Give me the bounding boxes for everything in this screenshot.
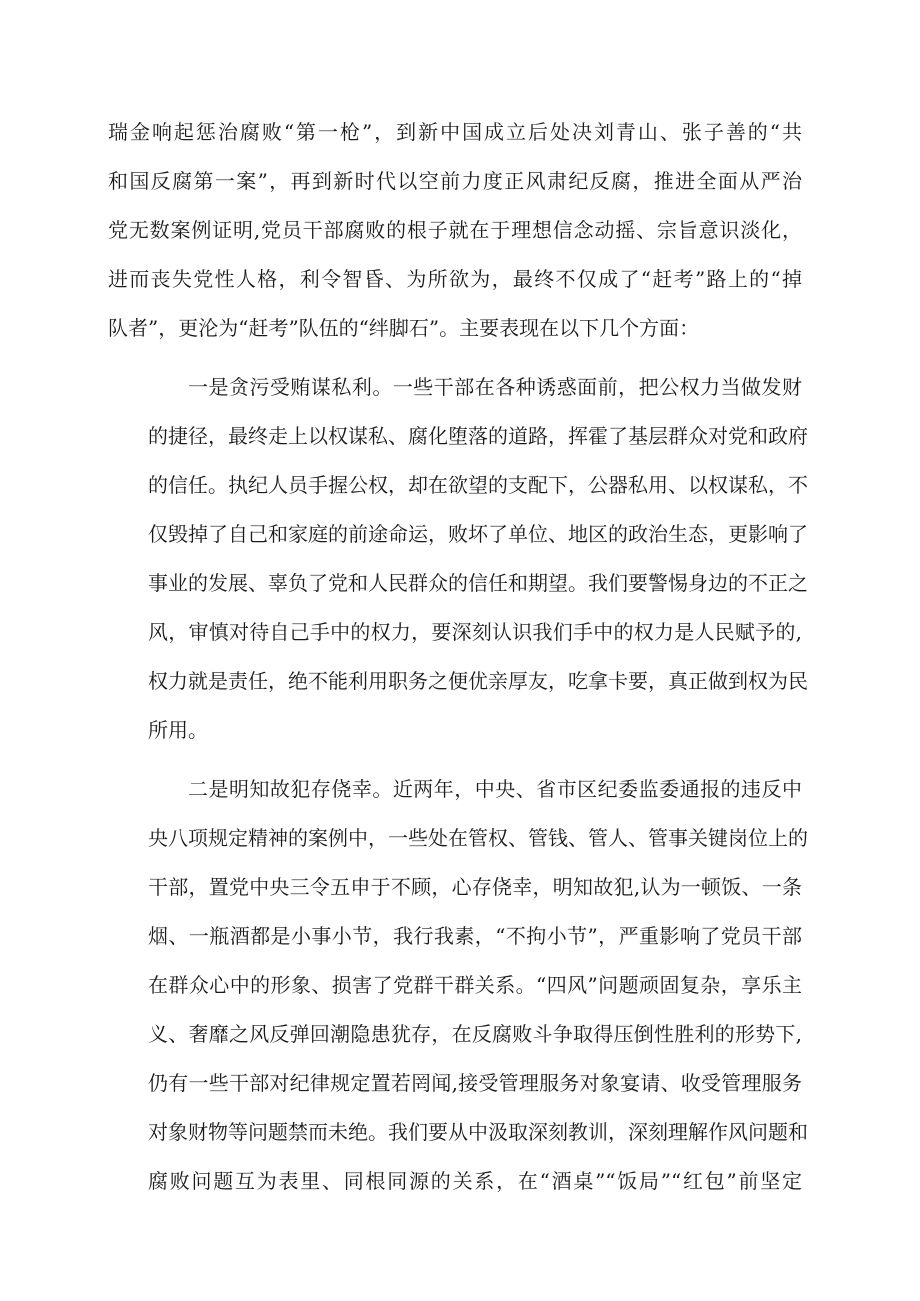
text-line: 仍有一些干部对纪律规定置若罔闻,接受管理服务对象宴请、收受管理服务 [148,1071,802,1095]
text-line: 风，审慎对待自己手中的权力，要深刻认识我们手中的权力是人民赋予的, [148,620,802,644]
text-line: 二是明知故犯存侥幸。近两年，中央、省市区纪委监委通报的违反中 [188,777,802,801]
paragraph-1 [108,108,802,353]
text-line: 瑞金响起惩治腐败“第一枪”，到新中国成立后处决刘青山、张子善的“共 [108,120,802,144]
text-line: 央八项规定精神的案例中，一些处在管权、管钱、管人、管事关键岗位上的 [148,826,808,850]
text-line: 烟、一瓶酒都是小事小节，我行我素，“不拘小节”，严重影响了党员干部 [148,924,802,948]
text-line: 进而丧失党性人格，利令智昏、为所欲为，最终不仅成了“赶考”路上的“掉 [108,267,802,291]
text-line: 所用。 [148,718,208,742]
document-body [108,108,808,1206]
text-line: 事业的发展、辜负了党和人民群众的信任和期望。我们要警惕身边的不正之 [148,571,808,595]
text-line: 队者”，更沦为“赶考”队伍的“绊脚石”。主要表现在以下几个方面： [108,316,700,340]
text-line: 义、奢靡之风反弹回潮隐患犹存，在反腐败斗争取得压倒性胜利的形势下, [148,1022,802,1046]
text-line: 腐败问题互为表里、同根同源的关系，在“酒桌”“饭局”“红包”前坚定 [148,1169,802,1193]
paragraph-3 [108,765,808,1206]
text-line: 一是贪污受贿谋私利。一些干部在各种诱惑面前，把公权力当做发财 [188,375,802,399]
paragraph-2 [108,363,808,755]
text-line: 的信任。执纪人员手握公权，却在欲望的支配下，公器私用、以权谋私，不 [148,473,808,497]
text-line: 的捷径，最终走上以权谋私、腐化堕落的道路，挥霍了基层群众对党和政府 [148,424,808,448]
text-line: 仅毁掉了自己和家庭的前途命运，败坏了单位、地区的政治生态，更影响了 [148,522,808,546]
text-line: 党无数案例证明,党员干部腐败的根子就在于理想信念动摇、宗旨意识淡化， [108,218,802,242]
text-line: 对象财物等问题禁而未绝。我们要从中汲取深刻教训，深刻理解作风问题和 [148,1120,808,1144]
text-line: 权力就是责任，绝不能利用职务之便优亲厚友，吃拿卡要，真正做到权为民 [148,669,808,693]
text-line: 在群众心中的形象、损害了党群干群关系。“四风”问题顽固复杂，享乐主 [148,973,802,997]
text-line: 和国反腐第一案”，再到新时代以空前力度正风肃纪反腐，推进全面从严治 [108,169,802,193]
text-line: 干部，置党中央三令五申于不顾，心存侥幸，明知故犯,认为一顿饭、一条 [148,875,802,899]
